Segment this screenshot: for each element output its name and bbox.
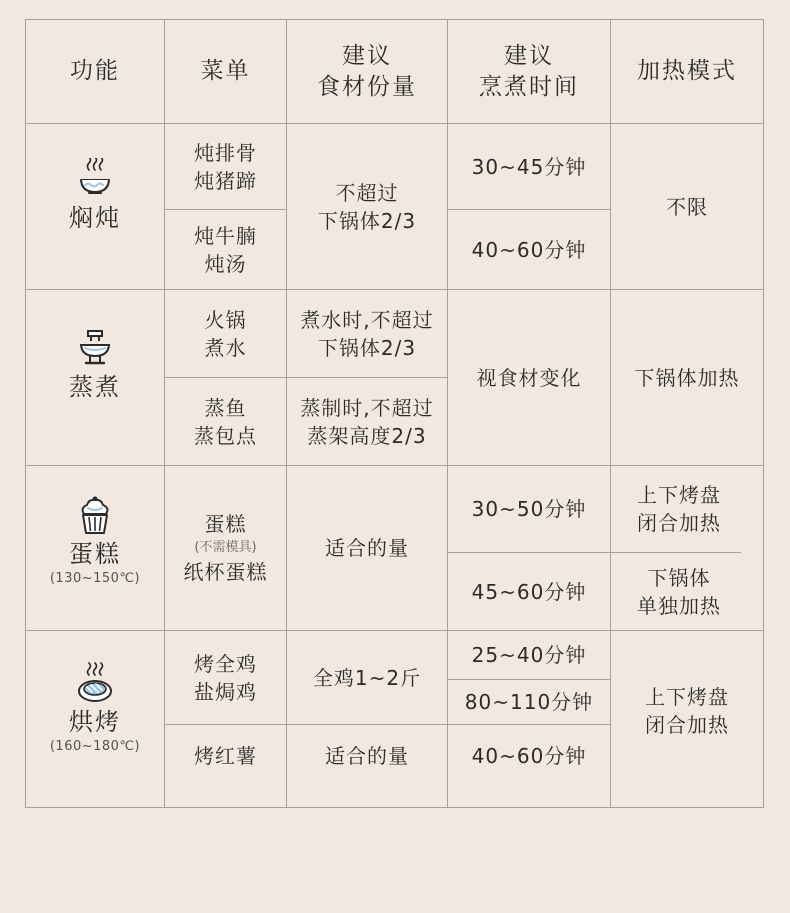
menu-cell	[165, 210, 286, 289]
mode-text: 下锅体	[647, 565, 711, 590]
portion-cell	[287, 124, 447, 289]
mode-cell	[611, 466, 747, 552]
menu-item: 火锅	[204, 307, 247, 332]
time-text: 80~110分钟	[464, 690, 594, 714]
menu-item: 纸杯蛋糕	[183, 560, 268, 584]
portion-text: 适合的量	[325, 536, 409, 560]
menu-item: 蒸鱼	[204, 395, 247, 420]
menu-cell	[165, 290, 286, 377]
menu-item: 煮水	[204, 335, 247, 360]
header-portion-line1: 建议	[342, 42, 392, 69]
time-text: 25~40分钟	[471, 643, 587, 667]
grid-line	[763, 19, 764, 808]
mode-cell	[611, 290, 763, 465]
time-cell	[448, 553, 610, 630]
header-time	[448, 20, 610, 123]
time-text: 45~60分钟	[471, 579, 587, 604]
portion-text: 蒸制时,不超过	[300, 395, 434, 420]
menu-item: 炖牛腩	[194, 223, 257, 248]
portion-text: 煮水时,不超过	[300, 307, 434, 332]
time-cell	[448, 210, 610, 289]
function-cake-name: 蛋糕	[69, 540, 121, 568]
function-cake	[26, 494, 164, 588]
menu-item: 炖汤	[204, 251, 247, 276]
time-text: 30~45分钟	[471, 154, 587, 179]
function-cake-temp: (130~150℃)	[49, 571, 141, 586]
menu-item: 炖排骨	[194, 140, 257, 165]
portion-text: 全鸡1~2斤	[312, 665, 422, 690]
function-stew-name: 焖炖	[69, 204, 121, 232]
portion-text: 下锅体2/3	[317, 335, 417, 360]
stew-bowl-icon	[75, 158, 115, 202]
header-time-line1: 建议	[504, 42, 554, 69]
time-cell	[448, 124, 610, 209]
header-function	[26, 20, 164, 123]
grid-line	[25, 807, 764, 808]
menu-item: 盐焗鸡	[194, 679, 257, 704]
mode-text: 闭合加热	[645, 713, 729, 737]
header-menu-label: 菜单	[200, 58, 251, 84]
time-text: 视食材变化	[476, 365, 582, 390]
header-mode	[611, 20, 763, 123]
mode-text: 单独加热	[637, 593, 721, 618]
menu-item: 烤红薯	[194, 744, 257, 768]
portion-cell	[287, 378, 447, 465]
mode-cell	[611, 124, 763, 289]
header-portion-line2: 食材份量	[317, 73, 417, 100]
menu-cell	[165, 378, 286, 465]
time-cell	[448, 680, 610, 724]
header-time-line2: 烹煮时间	[479, 73, 579, 100]
portion-text: 蒸架高度2/3	[307, 423, 427, 448]
portion-cell	[287, 725, 447, 787]
portion-cell	[287, 631, 447, 724]
header-portion	[287, 20, 447, 123]
function-steam-name: 蒸煮	[69, 373, 121, 401]
mode-cell	[611, 553, 747, 630]
time-text: 30~50分钟	[471, 497, 587, 521]
cupcake-icon	[75, 494, 115, 538]
mode-text: 上下烤盘	[645, 685, 729, 709]
header-function-label: 功能	[70, 58, 120, 84]
function-bake-temp: (160~180℃)	[49, 739, 141, 754]
menu-cell	[165, 631, 286, 724]
header-mode-label: 加热模式	[637, 58, 737, 84]
time-cell	[448, 725, 610, 787]
mode-text: 不限	[666, 194, 708, 219]
mode-text: 下锅体加热	[634, 365, 740, 390]
mode-text: 闭合加热	[637, 511, 721, 535]
mode-cell	[611, 631, 763, 807]
roast-meat-icon	[75, 662, 115, 706]
menu-cell	[165, 725, 286, 787]
time-cell	[448, 290, 610, 465]
portion-text: 适合的量	[325, 744, 409, 768]
menu-cell	[165, 124, 286, 209]
portion-text: 不超过	[335, 180, 399, 205]
function-bake-name: 烘烤	[69, 708, 121, 736]
header-menu	[165, 20, 286, 123]
menu-cell	[165, 466, 286, 630]
menu-item: 烤全鸡	[194, 651, 257, 676]
portion-cell	[287, 290, 447, 377]
time-text: 40~60分钟	[471, 744, 587, 768]
menu-note: (不需模具)	[194, 540, 257, 555]
time-cell	[448, 631, 610, 679]
portion-text: 下锅体2/3	[317, 208, 417, 233]
menu-item: 蛋糕	[204, 512, 247, 536]
mode-text: 上下烤盘	[637, 483, 721, 507]
function-steam	[26, 327, 164, 403]
menu-item: 炖猪蹄	[194, 168, 257, 193]
function-bake	[26, 662, 164, 756]
function-stew	[26, 158, 164, 234]
portion-cell	[287, 466, 447, 630]
time-cell	[448, 466, 610, 552]
hot-pot-icon	[75, 327, 115, 371]
time-text: 40~60分钟	[471, 237, 587, 262]
menu-item: 蒸包点	[194, 423, 257, 448]
